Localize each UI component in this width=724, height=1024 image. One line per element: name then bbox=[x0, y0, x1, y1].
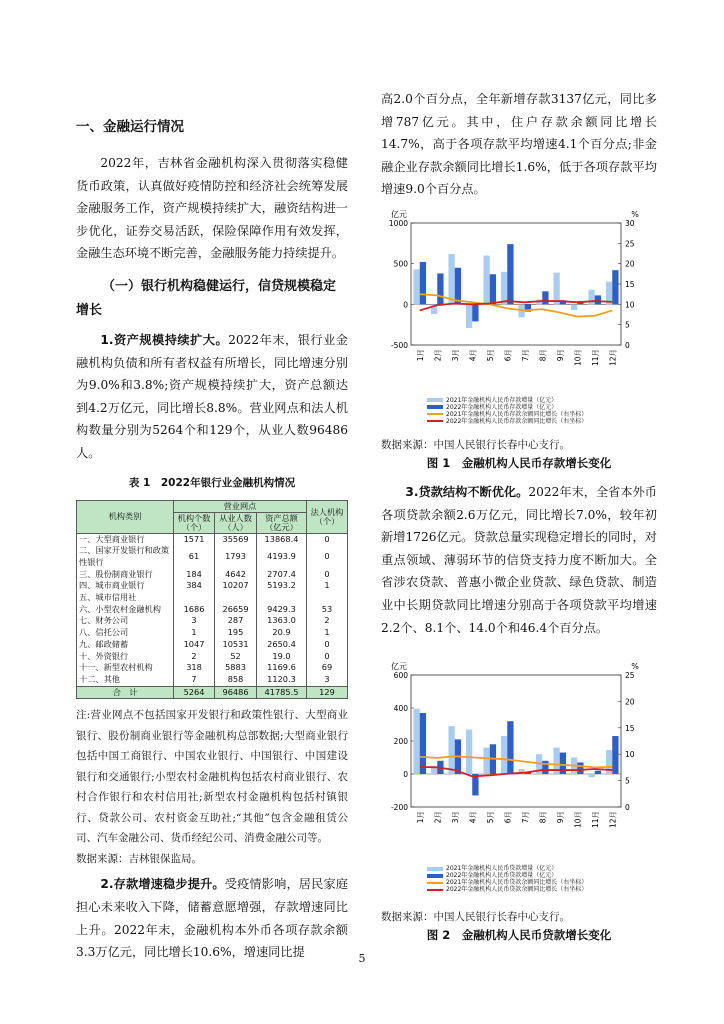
table-cell-assets: 5193.2 bbox=[257, 580, 307, 592]
left-column bbox=[76, 0, 348, 964]
table-cell-assets: 41785.5 bbox=[257, 686, 307, 699]
bar-2022 bbox=[595, 295, 601, 304]
left-tick-label: 1000 bbox=[388, 218, 408, 228]
loan-chart-legend bbox=[427, 865, 657, 903]
table-cell-assets: 19.0 bbox=[257, 651, 307, 663]
category-label: 8月 bbox=[538, 348, 548, 362]
right-tick-label: 5 bbox=[625, 776, 630, 786]
table-cell-assets: 2707.4 bbox=[257, 569, 307, 581]
legend-swatch bbox=[427, 413, 443, 415]
table-cell-assets: 4193.9 bbox=[257, 545, 307, 568]
right-tick-label: 0 bbox=[625, 340, 630, 350]
legend-label: 2022年金融机构人民币存款增量（亿元） bbox=[446, 403, 558, 411]
table-cell-type: 十一、新型农村机构 bbox=[77, 662, 174, 674]
paragraph-deposits-body-part2: 高2.0个百分点，全年新增存款3137亿元，同比多增787亿元。其中，住户存款余额同比增长14.7%，高于各项存款平均增速4.1个百分点;非金融企业存款余额同比增长1.6%，低于各项存款平均增速9.0个百分点。 bbox=[381, 92, 657, 197]
legend-swatch bbox=[427, 420, 443, 422]
bar-2022 bbox=[542, 291, 548, 304]
table-cell-legal: 1 bbox=[306, 580, 347, 592]
table-cell-legal: 69 bbox=[306, 662, 347, 674]
table-cell-legal: 2 bbox=[306, 615, 347, 627]
table-cell-legal: 3 bbox=[306, 674, 347, 686]
figure2-source: 数据来源：中国人民银行长春中心支行。 bbox=[381, 911, 570, 924]
table-cell-type: 六、小型农村金融机构 bbox=[77, 604, 174, 616]
paragraph-deposits-lead: 2.存款增速稳步提升。 bbox=[100, 877, 225, 892]
bar-2021 bbox=[571, 304, 577, 310]
legend-label: 2021年金融机构人民币存款余额同比增长（右坐标） bbox=[446, 410, 588, 418]
intro-paragraph: 2022年，吉林省金融机构深入贯彻落实稳健货币政策，认真做好疫情防控和经济社会统筹发展金融服务工作，资产规模持续扩大，融资结构进一步优化，证券交易活跃，保险保障作用有效发挥，金融生态环境不断完善，金融服务能力持续提升。 bbox=[76, 156, 348, 261]
table-cell-type: 一、大型商业银行 bbox=[77, 533, 174, 545]
legend-item bbox=[427, 411, 657, 418]
bar-2022 bbox=[420, 262, 426, 304]
table-cell-staff: 10531 bbox=[215, 639, 257, 651]
bar-2022 bbox=[507, 721, 513, 774]
paragraph-assets-lead: 1.资产规模持续扩大。 bbox=[100, 332, 229, 347]
table-cell-count: 1686 bbox=[174, 604, 215, 616]
table-cell-type: 十、外资银行 bbox=[77, 651, 174, 663]
bar-2022 bbox=[612, 270, 618, 304]
bar-2022 bbox=[507, 244, 513, 304]
table-head-staff: 从业人数（人） bbox=[215, 512, 257, 533]
category-label: 2月 bbox=[433, 811, 443, 824]
table-cell-legal: 0 bbox=[306, 533, 347, 545]
bar-2022 bbox=[437, 273, 443, 304]
table-cell-legal: 0 bbox=[306, 651, 347, 663]
category-label: 1月 bbox=[415, 811, 425, 824]
table-cell-staff: 1793 bbox=[215, 545, 257, 568]
right-column bbox=[381, 0, 657, 943]
category-label: 4月 bbox=[468, 811, 478, 824]
category-label: 7月 bbox=[520, 811, 530, 824]
table-total-row bbox=[77, 686, 348, 699]
category-label: 9月 bbox=[555, 811, 565, 824]
legend-label: 2021年金融机构人民币贷款余额同比增长（右坐标） bbox=[446, 879, 588, 887]
table-cell-staff: 96486 bbox=[215, 686, 257, 699]
table-cell-staff: 195 bbox=[215, 627, 257, 639]
table-head-type: 机构类别 bbox=[77, 500, 174, 533]
figure2-caption: 图 2 金融机构人民币贷款增长变化 bbox=[426, 928, 612, 943]
table-cell-count: 1 bbox=[174, 627, 215, 639]
left-tick-label: -500 bbox=[390, 340, 408, 350]
table-cell-type: 十二、其他 bbox=[77, 674, 174, 686]
table-cell-staff: 35569 bbox=[215, 533, 257, 545]
bank-institutions-table bbox=[76, 500, 348, 700]
table-row bbox=[77, 533, 348, 545]
table-row bbox=[77, 674, 348, 686]
bar-2021 bbox=[483, 748, 489, 774]
paragraph-assets bbox=[76, 329, 348, 465]
bar-2022 bbox=[612, 736, 618, 774]
right-axis-title: % bbox=[631, 662, 639, 672]
left-axis-title: 亿元 bbox=[391, 209, 407, 219]
right-tick-label: 15 bbox=[625, 723, 635, 733]
right-tick-label: 30 bbox=[625, 218, 635, 228]
legend-label: 2022年金融机构人民币存款余额同比增长（右坐标） bbox=[446, 417, 588, 425]
right-axis-title: % bbox=[631, 209, 639, 219]
table-row bbox=[77, 662, 348, 674]
table-cell-type: 四、城市商业银行 bbox=[77, 580, 174, 592]
left-tick-label: 400 bbox=[393, 704, 408, 714]
table-cell-type: 七、财务公司 bbox=[77, 615, 174, 627]
bar-2021 bbox=[448, 726, 454, 774]
legend-swatch bbox=[427, 867, 443, 871]
table-source: 数据来源：吉林银保监局。 bbox=[76, 852, 202, 865]
paragraph-deposits-body-part1: 受疫情影响，居民家庭担心未来收入下降，储蓄意愿增强，存款增速同比上升。2022年末，金融机构本外币各项存款余额3.3万亿元，同比增长10.6%，增速同比提 bbox=[76, 877, 348, 960]
legend-swatch bbox=[427, 882, 443, 884]
table-row bbox=[77, 627, 348, 639]
category-label: 1月 bbox=[415, 348, 425, 362]
table-cell-assets bbox=[257, 592, 307, 604]
bar-2022 bbox=[472, 304, 478, 321]
table-row bbox=[77, 545, 348, 568]
category-label: 4月 bbox=[468, 348, 478, 362]
table-cell-count: 318 bbox=[174, 662, 215, 674]
bar-2022 bbox=[490, 274, 496, 304]
bar-2021 bbox=[588, 774, 594, 777]
category-label: 3月 bbox=[450, 811, 460, 824]
left-tick-label: 600 bbox=[393, 671, 408, 681]
table-cell-legal: 0 bbox=[306, 639, 347, 651]
table-cell-staff: 4642 bbox=[215, 569, 257, 581]
table-cell-staff: 52 bbox=[215, 651, 257, 663]
legend-item bbox=[427, 397, 657, 404]
category-label: 10月 bbox=[573, 811, 583, 829]
table-cell-assets: 13868.4 bbox=[257, 533, 307, 545]
table-cell-legal: 129 bbox=[306, 686, 347, 699]
bar-2021 bbox=[501, 272, 507, 305]
table-cell-staff: 10207 bbox=[215, 580, 257, 592]
table-row bbox=[77, 604, 348, 616]
right-tick-label: 10 bbox=[625, 300, 635, 310]
table-cell-legal bbox=[306, 592, 347, 604]
right-tick-label: 25 bbox=[625, 671, 635, 681]
table-cell-count: 184 bbox=[174, 569, 215, 581]
right-tick-label: 20 bbox=[625, 259, 635, 269]
left-tick-label: -200 bbox=[390, 803, 408, 813]
table-cell-type: 合 计 bbox=[77, 686, 174, 699]
category-label: 9月 bbox=[555, 348, 565, 362]
legend-swatch bbox=[427, 889, 443, 891]
table-note: 注:营业网点不包括国家开发银行和政策性银行、大型商业银行、股份制商业银行等金融机构总部数据;大型商业银行包括中国工商银行、中国农业银行、中国银行、中国建设银行和交通银行;小型农村金融机构包括农村商业银行、农村合作银行和农村信用社;新型农村金融机构包括村镇银行、贷款公司、农村资金互助社;“其他”包含金融租赁公司、汽车金融公司、货币经纪公司、消费金融公司等。 bbox=[76, 709, 348, 845]
category-label: 6月 bbox=[503, 811, 513, 824]
table-row bbox=[77, 615, 348, 627]
table-head-legal: 法人机构（个） bbox=[306, 500, 347, 533]
table-cell-count: 61 bbox=[174, 545, 215, 568]
table-cell-count: 1047 bbox=[174, 639, 215, 651]
legend-label: 2021年金融机构人民币贷款增量（亿元） bbox=[446, 865, 558, 873]
left-tick-label: 500 bbox=[393, 259, 408, 269]
table-cell-count: 2 bbox=[174, 651, 215, 663]
bar-2021 bbox=[553, 273, 559, 305]
bar-2022 bbox=[595, 771, 601, 774]
bar-2021 bbox=[483, 256, 489, 305]
legend-label: 2022年金融机构人民币贷款余额同比增长（右坐标） bbox=[446, 886, 588, 894]
right-tick-label: 20 bbox=[625, 697, 635, 707]
category-label: 5月 bbox=[485, 811, 495, 824]
bar-2022 bbox=[542, 761, 548, 774]
table-cell-type: 八、信托公司 bbox=[77, 627, 174, 639]
bar-2021 bbox=[413, 269, 419, 304]
table-cell-assets: 2650.4 bbox=[257, 639, 307, 651]
table-cell-count bbox=[174, 592, 215, 604]
table-cell-legal: 1 bbox=[306, 627, 347, 639]
loan-chart bbox=[381, 659, 657, 865]
table-cell-staff: 858 bbox=[215, 674, 257, 686]
category-label: 8月 bbox=[538, 811, 548, 824]
page-number: 5 bbox=[358, 952, 366, 965]
category-label: 2月 bbox=[433, 348, 443, 362]
table-cell-type: 二、国家开发银行和政策性银行 bbox=[77, 545, 174, 568]
legend-swatch bbox=[427, 405, 443, 409]
table-row bbox=[77, 569, 348, 581]
table-cell-count: 3 bbox=[174, 615, 215, 627]
table-cell-legal: 53 bbox=[306, 604, 347, 616]
right-tick-label: 25 bbox=[625, 239, 635, 249]
right-tick-label: 15 bbox=[625, 279, 635, 289]
table-cell-count: 384 bbox=[174, 580, 215, 592]
bar-2021 bbox=[413, 709, 419, 774]
table-cell-assets: 1120.3 bbox=[257, 674, 307, 686]
table-head-count: 机构个数（个） bbox=[174, 512, 215, 533]
table-cell-type: 九、邮政储蓄 bbox=[77, 639, 174, 651]
table-cell-assets: 9429.3 bbox=[257, 604, 307, 616]
bar-2021 bbox=[466, 730, 472, 775]
category-label: 3月 bbox=[450, 348, 460, 362]
table-cell-staff bbox=[215, 592, 257, 604]
deposit-chart-legend bbox=[427, 397, 657, 435]
legend-swatch bbox=[427, 398, 443, 402]
figure1-caption: 图 1 金融机构人民币存款增长变化 bbox=[426, 455, 612, 470]
table-row bbox=[77, 580, 348, 592]
table-cell-assets: 20.9 bbox=[257, 627, 307, 639]
category-label: 6月 bbox=[503, 348, 513, 362]
table-row bbox=[77, 639, 348, 651]
table-cell-assets: 1363.0 bbox=[257, 615, 307, 627]
right-tick-label: 0 bbox=[625, 803, 630, 813]
bar-2021 bbox=[466, 304, 472, 328]
table-head-assets: 资产总额（亿元） bbox=[257, 512, 307, 533]
right-tick-label: 5 bbox=[625, 320, 630, 330]
left-axis-title: 亿元 bbox=[391, 662, 407, 672]
table-cell-count: 7 bbox=[174, 674, 215, 686]
bar-2021 bbox=[448, 254, 454, 304]
bar-2022 bbox=[420, 713, 426, 774]
paragraph-deposits-start bbox=[76, 873, 348, 963]
right-tick-label: 10 bbox=[625, 750, 635, 760]
left-tick-label: 0 bbox=[403, 770, 408, 780]
left-tick-label: 200 bbox=[393, 737, 408, 747]
table-row bbox=[77, 651, 348, 663]
paragraph-loans bbox=[381, 481, 657, 639]
category-label: 12月 bbox=[608, 811, 618, 829]
legend-item bbox=[427, 404, 657, 411]
category-label: 7月 bbox=[520, 348, 530, 362]
table-cell-type: 三、股份制商业银行 bbox=[77, 569, 174, 581]
table-cell-assets: 1169.6 bbox=[257, 662, 307, 674]
table-head-group: 营业网点 bbox=[174, 500, 307, 512]
paragraph-loans-body: 2022年末，全省本外币各项贷款余额2.6万亿元，同比增长7.0%，较年初新增1726亿元。贷款总量实现稳定增长的同时，对重点领域、薄弱环节的信贷支持力度不断加大。全省涉农贷款、普惠小微企业贷款、绿色贷款、制造业中长期贷款同比增速分别高于各项贷款平均增速2.2个、8.1个、14.0个和46.4个百分点。 bbox=[381, 484, 657, 635]
table-cell-count: 1571 bbox=[174, 533, 215, 545]
table-cell-type: 五、城市信用社 bbox=[77, 592, 174, 604]
paragraph-assets-body: 2022年末，银行业金融机构负债和所有者权益有所增长，同比增速分别为9.0%和3.8%;资产规模持续扩大，资产总额达到4.2万亿元，同比增长8.8%。营业网点和法人机构数量分别为5264个和129个，从业人数96486人。 bbox=[76, 332, 348, 460]
category-label: 12月 bbox=[608, 348, 618, 367]
category-label: 11月 bbox=[590, 811, 600, 829]
bar-2022 bbox=[577, 763, 583, 775]
table-row bbox=[77, 592, 348, 604]
table-cell-staff: 26659 bbox=[215, 604, 257, 616]
category-label: 11月 bbox=[590, 348, 600, 367]
legend-swatch bbox=[427, 874, 443, 878]
category-label: 10月 bbox=[573, 348, 583, 367]
subsection-title: （一）银行机构稳健运行，信贷规模稳定增长 bbox=[76, 278, 337, 318]
legend-item bbox=[427, 886, 657, 893]
legend-label: 2022年金融机构人民币贷款增量（亿元） bbox=[446, 872, 558, 880]
table-cell-staff: 287 bbox=[215, 615, 257, 627]
category-label: 5月 bbox=[485, 348, 495, 362]
figure1-source: 数据来源：中国人民银行长春中心支行。 bbox=[381, 438, 570, 451]
table-cell-legal: 0 bbox=[306, 569, 347, 581]
table-caption: 表 1 2022年银行业金融机构情况 bbox=[128, 476, 296, 489]
plot-frame bbox=[411, 675, 621, 807]
table-cell-legal: 0 bbox=[306, 545, 347, 568]
bar-2021 bbox=[501, 736, 507, 774]
legend-item bbox=[427, 418, 657, 425]
section-title: 一、金融运行情况 bbox=[76, 119, 184, 135]
legend-label: 2021年金融机构人民币存款增量（亿元） bbox=[446, 396, 558, 404]
bar-2022 bbox=[455, 268, 461, 305]
left-tick-label: 0 bbox=[403, 300, 408, 310]
paragraph-loans-lead: 3.贷款结构不断优化。 bbox=[405, 484, 529, 499]
table-cell-count: 5264 bbox=[174, 686, 215, 699]
table-cell-staff: 5883 bbox=[215, 662, 257, 674]
